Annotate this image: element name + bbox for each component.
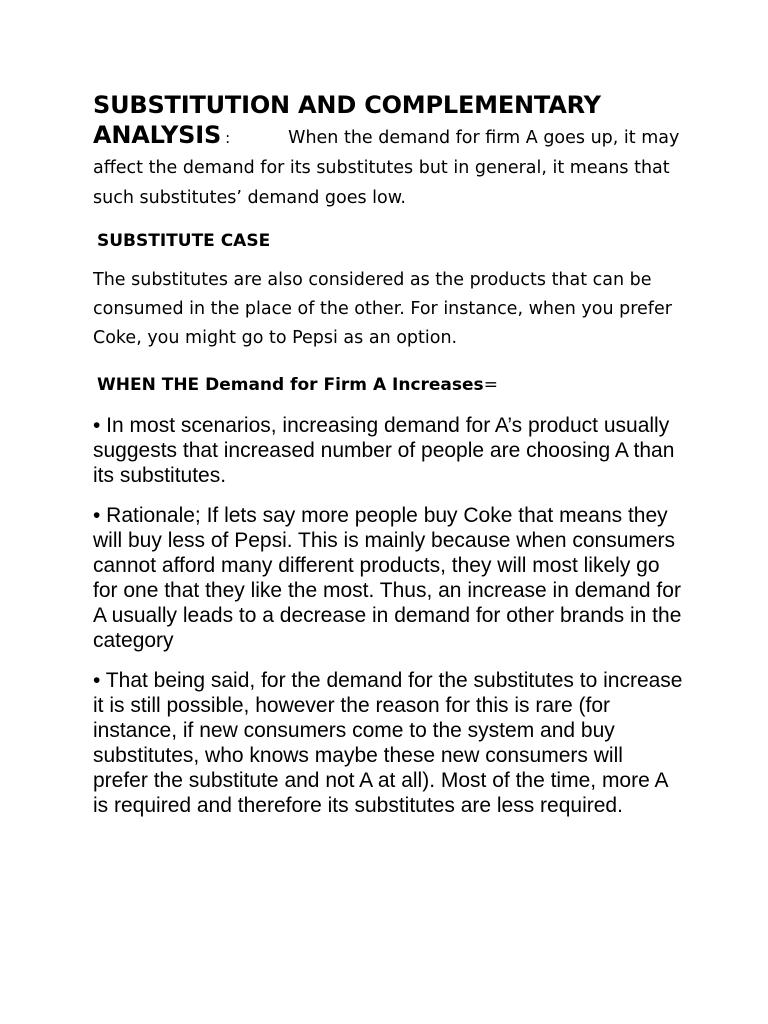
intro-text: When the demand for firm A goes up, it may affect the demand for its substitutes but in general, it means that such substitutes’ demand goes low. bbox=[93, 128, 680, 208]
intro-paragraph bbox=[93, 120, 683, 213]
bullet-item-1: • In most scenarios, increasing demand for A’s product usually suggests that increased number of people are choosing A than its substitutes. bbox=[93, 414, 675, 487]
title-colon: : bbox=[225, 129, 231, 147]
bullet-item-3: • That being said, for the demand for the substitutes to increase it is still possible, however the reason for this is rare (for instance, if new consumers come to the system and buy substitutes, who knows maybe these new consumers will prefer the substitute and not A at all). Most of the time, more A is required and therefore its substitutes are less required. bbox=[93, 669, 683, 817]
demand-increase-heading-suffix: = bbox=[483, 375, 498, 395]
demand-increase-heading-text: WHEN THE Demand for Firm A Increases bbox=[97, 375, 484, 395]
substitute-case-heading: SUBSTITUTE CASE bbox=[97, 231, 271, 251]
document-title: SUBSTITUTION AND COMPLEMENTARY bbox=[93, 91, 601, 119]
document-page bbox=[93, 90, 683, 818]
demand-increase-heading bbox=[97, 373, 683, 397]
document-title-continued: ANALYSIS bbox=[93, 121, 222, 149]
bullet-item-2: • Rationale; If lets say more people buy Coke that means they will buy less of Pepsi. This is mainly because when consumers cannot afford many different products, they will most likely go for one that they like the most. Thus, an increase in demand for A usually leads to a decrease in demand for other brands in the category bbox=[93, 504, 682, 652]
substitute-case-paragraph: The substitutes are also considered as the products that can be consumed in the place of the other. For instance, when you prefer Coke, you might go to Pepsi as an option. bbox=[93, 270, 672, 348]
